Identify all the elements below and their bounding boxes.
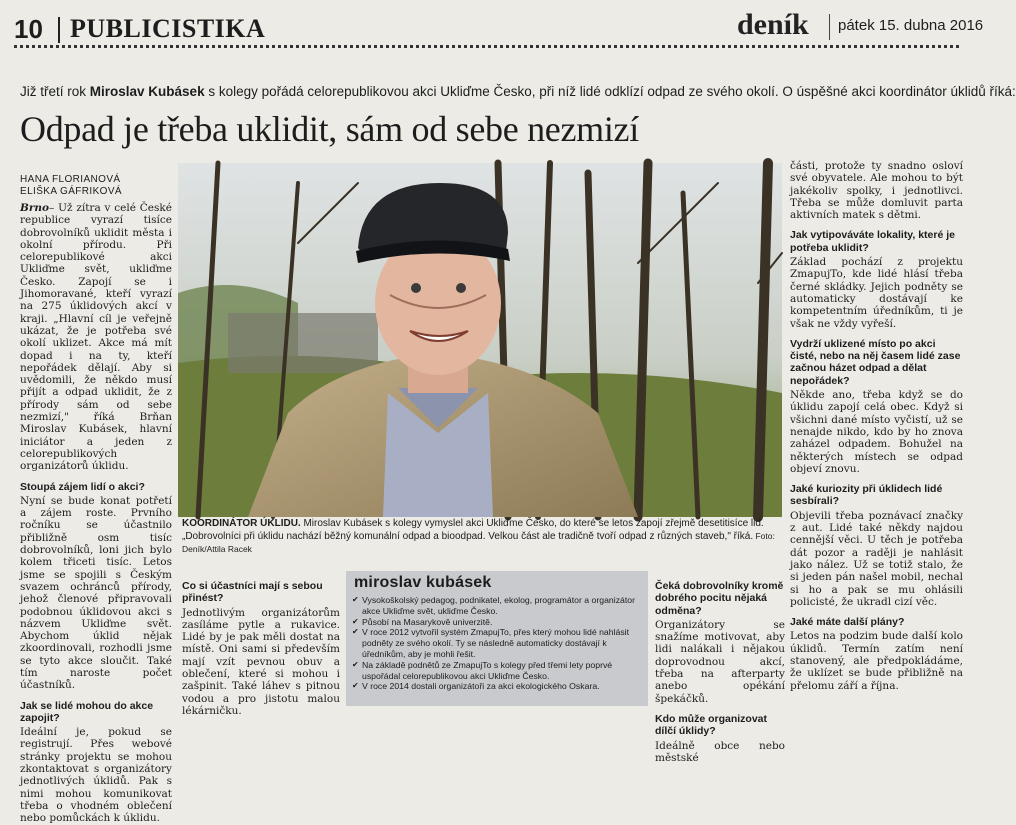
interview-answer: Někde ano, třeba když se do úklidu zapojí celá obec. Když si všichni dané místo vyčistí, už se nenajde nikdo, kdo by ho znova zaházel odpadem. Bohužel na některých místech se odpad objeví znovu. <box>790 389 963 475</box>
lede-name: Miroslav Kubásek <box>89 84 205 99</box>
interview-question: Stoupá zájem lidí o akci? <box>20 480 145 493</box>
lede-text: s kolegy pořádá celorepublikovou akci Ukliďme Česko, při níž lidé odklízí odpad ze svého okolí. O úspěšné akci koordinátor úklidů říká: <box>204 84 1016 99</box>
caption-label: KOORDINÁTOR ÚKLIDU. <box>182 518 301 529</box>
article-column <box>655 580 785 764</box>
interview-question: Jak vytipováváte lokality, které je potřeba uklidit? <box>790 229 955 254</box>
interview-answer: Ideální je, pokud se registrují. Přes webové stránky projektu se mohou zkontaktovat s organizátory jednotlivých úklidů. Pak s nimi mohou komunikovat třeba o vhodném oblečení nebo pomůckách k úklidu. <box>20 726 172 825</box>
bio-item: ✔ Na základě podnětů ze ZmapujTo s kolegy před třemi lety poprvé uspořádal celorepublikovou akci Ukliďme Česko. <box>352 660 644 682</box>
interview-question: Jak se lidé mohou do akce zapojit? <box>20 699 154 724</box>
interview-question: Jaké kuriozity při úklidech lidé sesbírali? <box>790 483 943 508</box>
photo-credit: Foto: Deník/Attila Racek <box>182 531 775 554</box>
bio-item: ✔ V roce 2014 dostali organizátoři za akci ekologického Oskara. <box>352 681 644 692</box>
interview-question: Co si účastníci mají s sebou přinést? <box>182 580 323 605</box>
bio-title: miroslav kubásek <box>354 574 492 591</box>
interview-answer: části, protože ty snadno osloví své obyvatele. Ale mohou to být jakékoliv spolky, i jednotlivci. Třeba se může domluvit parta aktivních matek s dětmi. <box>790 160 963 222</box>
bio-item: ✔ Působí na Masarykově univerzitě. <box>352 617 644 628</box>
lede-text: Již třetí rok <box>20 84 87 99</box>
bio-list <box>352 595 644 692</box>
headline: Odpad je třeba uklidit, sám od sebe nezmizí <box>20 109 639 149</box>
dotted-rule <box>14 45 960 48</box>
interview-question: Jaké máte další plány? <box>790 616 905 629</box>
interview-answer: Nyní se bude konat potřetí a zájem roste. Prvního ročníku se účastnilo přibližně osm tisíc dobrovolníků, loni jich bylo kolem třiceti tisíc. Letos jsme se spojili s Českým svazem ochránců přírody, jehož členové připravovali podobnou úklidovou akci s názvem Ukliďme svět. Abychom úklid nějak zkoordinovali, rozhodli jsme se tyto akce sloučit. Také tím naroste počet účastníků. <box>20 494 172 692</box>
section-name: PUBLICISTIKA <box>70 14 266 43</box>
interview-question: Vydrží uklizené místo po akci čisté, nebo na něj časem lidé zase začnou házet odpad a dělat nepořádek? <box>790 337 961 387</box>
interview-answer: Jednotlivým organizátorům zasíláme pytle a rukavice. Lidé by je pak měli dostat na místě. Oni sami si především mají vzít pevnou obuv a oblečení, které si mohou i zašpinit. Také láhev s pitnou vodou a pro jistotu malou lékárničku. <box>182 606 340 717</box>
page-number: 10 <box>14 14 43 44</box>
bio-item: ✔ V roce 2012 vytvořil systém ZmapujTo, přes který mohou lidé nahlásit podněty ze svého okolí. Ty se následně automaticky dostávají k úředníkům, aby je mohli řešit. <box>352 627 644 659</box>
interview-answer: Organizátory se snažíme motivovat, aby lidi nalákali i nějakou doprovodnou akcí, třeba na afterparty anebo opékání špekáčků. <box>655 618 785 705</box>
photo-caption <box>182 517 782 556</box>
interview-answer: Letos na podzim bude další kolo úklidů. Termín zatím není stanovený, ale předpokládáme, že uklízet se bude přibližně na přelomu září a října. <box>790 630 963 692</box>
article-column <box>20 202 172 825</box>
interview-answer: Ideálně obce nebo městské <box>655 739 785 764</box>
interview-answer: Základ pochází z projektu ZmapujTo, kde lidé hlásí třeba černé skládky. Jejich podněty se automaticky dostávají ke kompetentním úředníkům, ti je však ne vždy vyřeší. <box>790 256 963 330</box>
interview-answer: Objevili třeba poznávací značky z aut. Lidé také někdy najdou cennější věci. U těch je potřeba dát pozor a raději je nahlásit jako nález. Už se totiž stalo, že si jeden pán našel mobil, nechal si ho a pak se mu ohlásili policisté, že ukradl cizí věc. <box>790 509 963 608</box>
caption-text: Miroslav Kubásek s kolegy vymyslel akci Ukliďme Česko, do které se letos zapojí zřejmě desetitisíce lid. „Dobrovolníci při úklidu nachází běžný komunální odpad a bioodpad. Velkou část ale tradičně tvoří odpad z různých staveb," říká. <box>182 518 764 542</box>
issue-date: pátek 15. dubna 2016 <box>838 17 984 34</box>
newspaper-logo: deník <box>737 8 809 41</box>
portrait-photo <box>178 163 782 517</box>
interview-question: Kdo může organizovat dílčí úklidy? <box>655 712 768 738</box>
author-name: HANA FLORIANOVÁ <box>20 174 121 185</box>
photo-illustration <box>178 163 782 517</box>
article-column <box>182 580 340 717</box>
article-lede <box>20 84 1016 99</box>
article-column <box>790 160 963 708</box>
intro-text: – Už zítra v celé České republice vyrazí tisíce dobrovolníků uklidit města i okolní přírodu. Při celorepublikové akci Ukliďme svět, ukliďme Česko. Zapojí se i Jihomoravané, kteří vyrazí na 275 úklidových akcí v kraji. „Hlavní cíl je veřejně ukázat, že je potřeba své okolí uklizet. Akce má mít dopad i na ty, kteří nepořádek dělají. Aby si uvědomili, že někdo musí přijít a odpad uklidit, že z přírody sám od sebe nezmizí," říká Brňan Miroslav Kubásek, hlavní iniciátor a jeden z celorepublikových organizátorů úklidu. <box>20 202 172 473</box>
bio-item: ✔ Vysokoškolský pedagog, podnikatel, ekolog, programátor a organizátor akce Ukliďme svět, ukliďme Česko. <box>352 595 644 617</box>
header-divider <box>829 14 830 40</box>
paragraph <box>20 202 172 473</box>
interview-question: Čeká dobrovolníky kromě dobrého pocitu nějaká odměna? <box>655 580 784 617</box>
dateline: Brno <box>20 202 50 214</box>
byline <box>20 174 122 198</box>
header-divider <box>58 17 60 43</box>
author-name: ELIŠKA GÁFRIKOVÁ <box>20 186 122 197</box>
